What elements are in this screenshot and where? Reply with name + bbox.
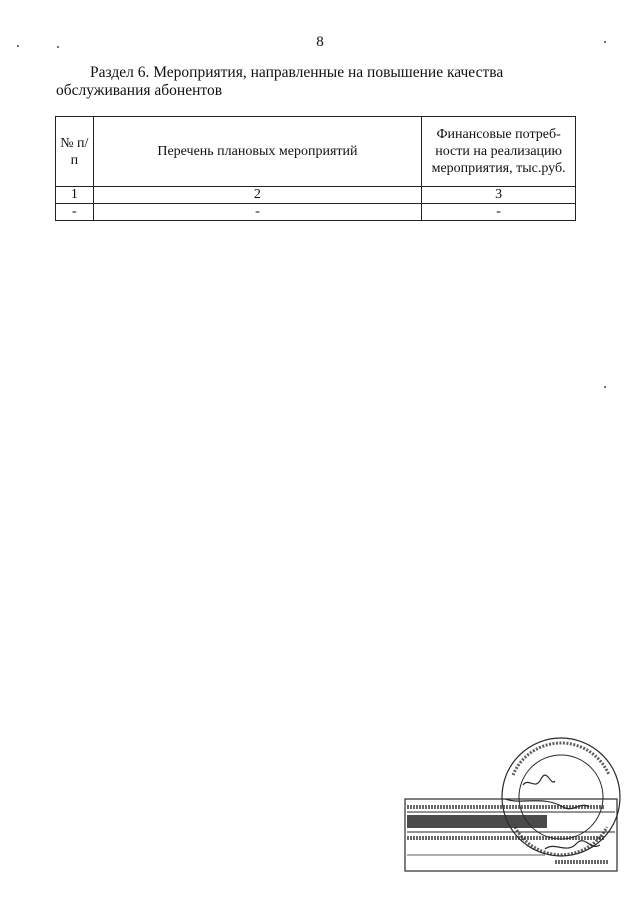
table-cell: 2 — [93, 187, 422, 204]
scan-speck — [604, 41, 606, 43]
table-cell: 1 — [56, 187, 94, 204]
plan-table — [55, 116, 576, 221]
column-header-finance: Финансовые потреб-ности на реализацию мероприятия, тыс.руб. — [422, 117, 576, 187]
seal-lettering — [515, 827, 607, 855]
scan-speck — [604, 386, 606, 388]
table-cell: - — [93, 204, 422, 221]
scan-speck — [57, 46, 59, 48]
table-cell: 3 — [422, 187, 576, 204]
scan-speck — [17, 45, 19, 47]
column-header-list: Перечень плановых мероприятий — [93, 117, 422, 187]
table-cell: - — [422, 204, 576, 221]
table-numbering-row — [56, 187, 576, 204]
table-row — [56, 204, 576, 221]
stamp-graphic — [395, 735, 630, 885]
column-header-number: № п/п — [56, 117, 94, 187]
page-number: 8 — [316, 34, 324, 50]
table-cell: - — [56, 204, 94, 221]
section-title: Раздел 6. Мероприятия, направленные на повышение качества обслуживания абонентов — [56, 64, 504, 99]
copy-title-mark — [407, 815, 547, 828]
certification-stamp — [395, 735, 630, 885]
table-header-row — [56, 117, 576, 187]
